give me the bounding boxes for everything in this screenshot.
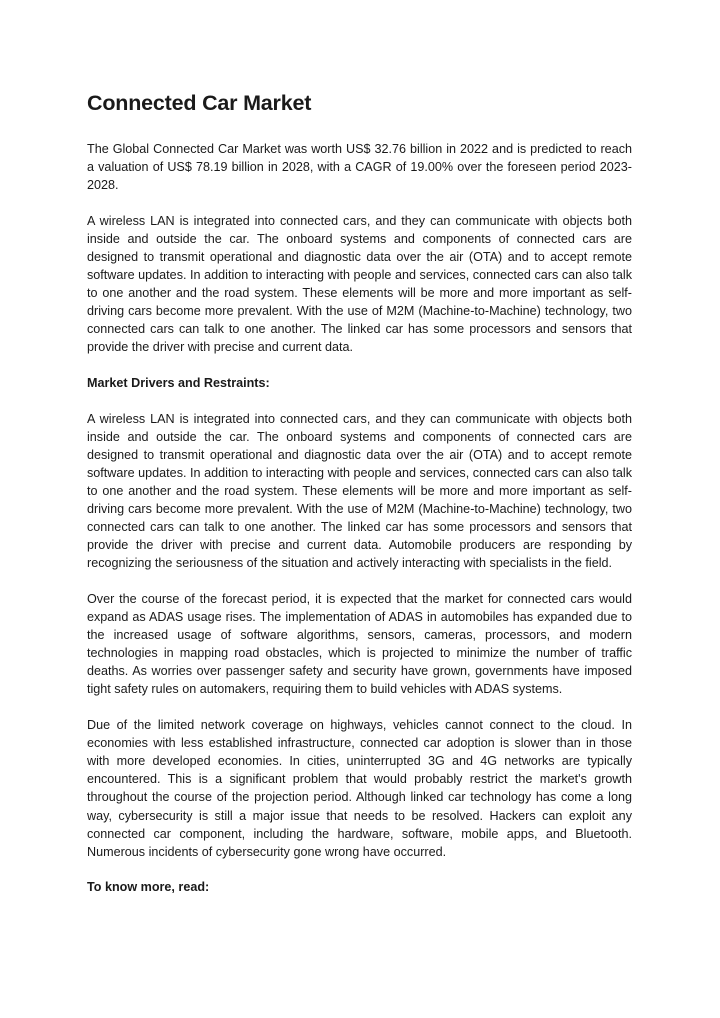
- adas-paragraph: Over the course of the forecast period, it is expected that the market for connected cars would expand as ADAS usage rises. The implementation of ADAS in automobiles has expanded due to the increased usage of software algorithms, sensors, cameras, processors, and modern technologies in mapping road obstacles, which is projected to minimize the number of traffic deaths. As worries over passenger safety and security have grown, governments have imposed tight safety rules on automakers, requiring them to build vehicles with ADAS systems.: [87, 591, 632, 697]
- overview-paragraph: A wireless LAN is integrated into connected cars, and they can communicate with objects both inside and outside the car. The onboard systems and components of connected cars are designed to transmit operational and diagnostic data over the air (OTA) and to accept remote software updates. In addition to interacting with people and services, connected cars can also talk to one another and the road system. These elements will be more and more important as self-driving cars become more prevalent. With the use of M2M (Machine-to-Machine) technology, two connected cars can talk to one another. The linked car has some processors and sensors that provide the driver with precise and current data.: [87, 213, 632, 355]
- restraints-paragraph: Due of the limited network coverage on highways, vehicles cannot connect to the cloud. In economies with less established infrastructure, connected car adoption is slower than in those with more developed economies. In cities, uninterrupted 3G and 4G networks are typically encountered. This is a significant problem that would probably restrict the market's growth throughout the course of the projection period. Although linked car technology has come a long way, cybersecurity is still a major issue that needs to be resolved. Hackers can exploit any connected car component, including the hardware, software, mobile apps, and Bluetooth. Numerous incidents of cybersecurity gone wrong have occurred.: [87, 718, 632, 859]
- closing-heading: To know more, read:: [87, 880, 210, 895]
- section-heading: Market Drivers and Restraints:: [87, 376, 270, 391]
- document-page: [87, 86, 632, 914]
- intro-paragraph: The Global Connected Car Market was worth US$ 32.76 billion in 2022 and is predicted to reach a valuation of US$ 78.19 billion in 2028, with a CAGR of 19.00% over the foreseen period 2023-2028.: [87, 142, 632, 193]
- page-title: Connected Car Market: [87, 91, 312, 115]
- drivers-paragraph: A wireless LAN is integrated into connected cars, and they can communicate with objects both inside and outside the car. The onboard systems and components of connected cars are designed to transmit operational and diagnostic data over the air (OTA) and to accept remote software updates. In addition to interacting with people and services, connected cars can also talk to one another and the road system. These elements will be more and more important as self-driving cars become more prevalent. With the use of M2M (Machine-to-Machine) technology, two connected cars can talk to one another. The linked car has some processors and sensors that provide the driver with precise and current data. Automobile producers are responding by recognizing the seriousness of the situation and actively interacting with specialists in the field.: [87, 411, 632, 571]
